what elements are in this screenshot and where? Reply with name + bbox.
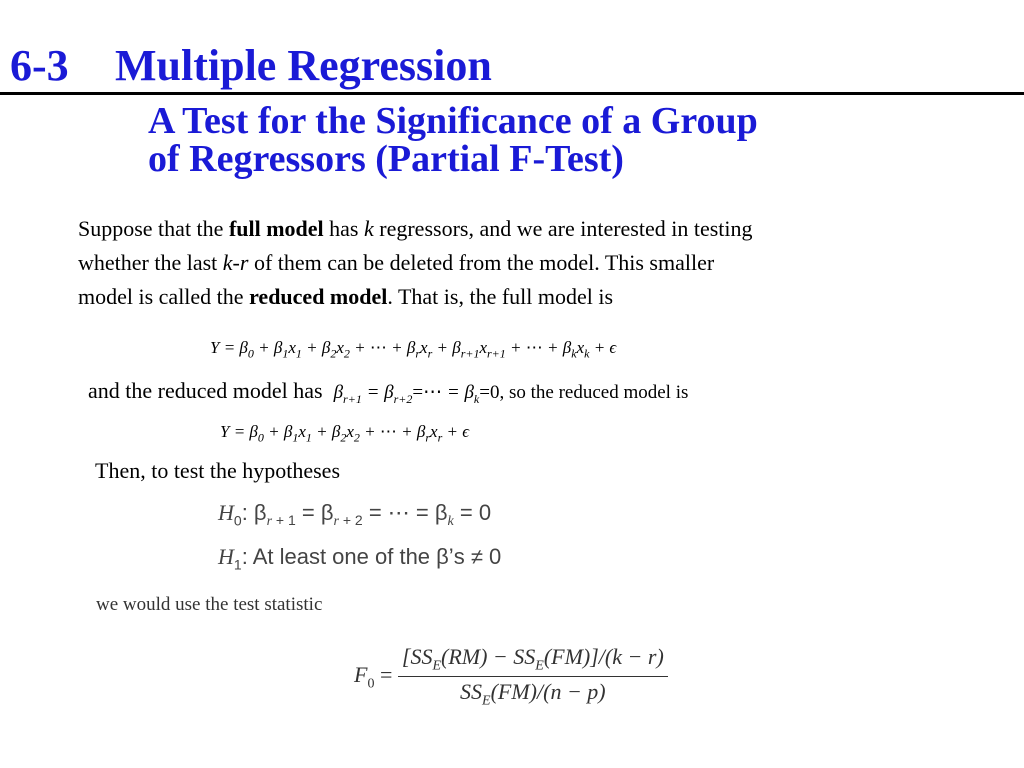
alternative-hypothesis: $H_1$: At least one of the β’s ≠ 0 xyxy=(218,544,502,573)
f-statistic-fraction: $\frac{[SS_E(RM) - SS_E(FM)]/(k - r)}{SS_E(FM)/(n - p)}$ xyxy=(398,644,668,710)
full-model-equation: $Y = \beta_0 + \beta_1x_1 + \beta_2x_2$ + ⋯ + $\beta_rx_r + \beta_{r+1}x_{r+1}$ + ⋯ + $\beta_kx_k + \epsilon$ xyxy=(210,338,617,361)
reduced-model-term: reduced model xyxy=(249,284,388,309)
section-number: 6-3 xyxy=(10,41,69,90)
slide-subtitle xyxy=(148,102,758,178)
subtitle-line-1: A Test for the Significance of a Group xyxy=(148,100,758,142)
full-model-term: full model xyxy=(228,216,324,241)
hypotheses-intro: Then, to test the hypotheses xyxy=(95,458,341,483)
paragraph-line-1: Suppose that the full model has k regressors, and we are interested in testing xyxy=(78,216,753,241)
page-title xyxy=(10,40,492,91)
section-title: Multiple Regression xyxy=(115,41,492,90)
paragraph-line-3: model is called the reduced model. That is, the full model is xyxy=(78,284,614,309)
partial-f-statistic-formula: $F_0$ = $\frac{[SS_E(RM) - SS_E(FM)]/(k - r)}{SS_E(FM)/(n - p)}$ xyxy=(354,644,668,710)
reduced-constraint-equation: $\beta_{r+1}$ = $\beta_{r+2}=\cdots = \beta_k$ xyxy=(333,382,480,406)
reduced-model-sentence: and the reduced model has $\beta_{r+1}$ = $\beta_{r+2}=\cdots = \beta_k=0$, so the reduced model is xyxy=(88,378,689,406)
title-divider xyxy=(0,92,1024,95)
reduced-model-equation: $Y = \beta_0 + \beta_1x_1 + \beta_2x_2$ + ⋯ + $\beta_rx_r + \epsilon$ xyxy=(220,422,470,445)
subtitle-line-2: of Regressors (Partial F-Test) xyxy=(148,138,624,180)
test-statistic-intro: we would use the test statistic xyxy=(96,594,323,615)
null-hypothesis: $H_0$: $\beta_{r + 1} = \beta_{r + 2}$ = ⋯ = $\beta_k = 0$ xyxy=(218,500,492,530)
paragraph-line-2: whether the last k-r of them can be deleted from the model. This smaller xyxy=(78,250,715,275)
intro-paragraph xyxy=(78,212,753,314)
